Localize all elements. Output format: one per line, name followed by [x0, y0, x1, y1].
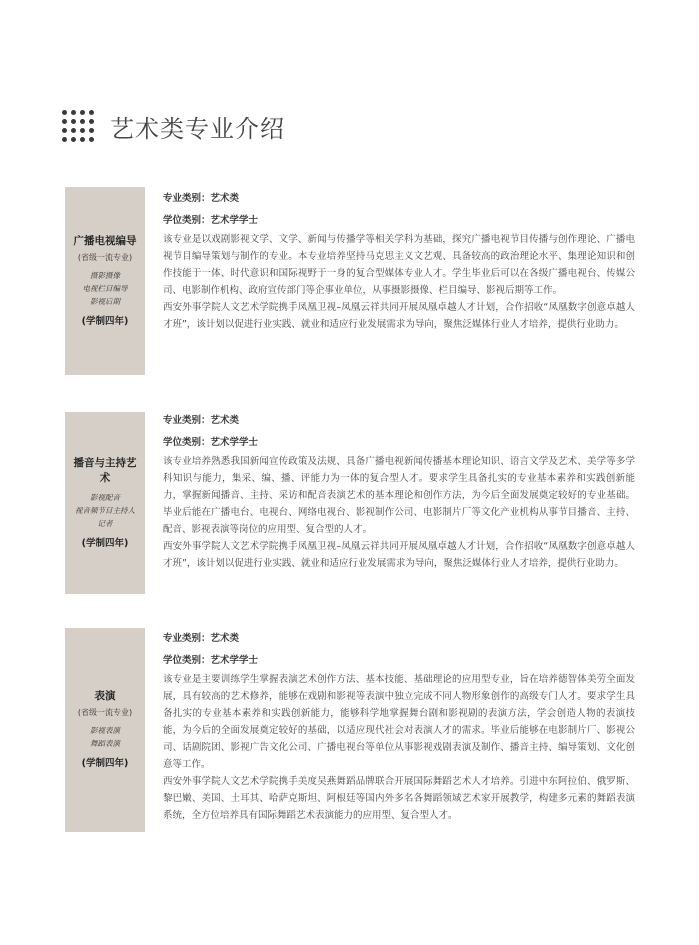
- major-content: [163, 630, 635, 824]
- major-content: [163, 412, 635, 572]
- major-direction: 视音频节目主持人: [75, 505, 135, 515]
- major-direction: 记者: [97, 518, 113, 528]
- major-content: [163, 190, 635, 333]
- major-direction: 影视后期: [90, 296, 120, 306]
- major-program: 西安外事学院人文艺术学院携手凤凰卫视–凤凰云祥共同开展凤凰卓越人才计划，合作招收“凤凰数字创意卓越人才班”，该计划以促进行业实践、就业和适应行业发展需求为导向，聚焦泛媒体行业人才培养，提供行业助力。: [163, 302, 635, 330]
- major-direction: 电视栏目编导: [82, 283, 128, 293]
- major-level: (省级一流专业): [77, 708, 133, 717]
- degree-line: [163, 212, 635, 229]
- major-directions: [90, 724, 120, 750]
- major-program: 西安外事学院人文艺术学院携手美度吴燕舞蹈品牌联合开展国际舞蹈艺术人才培养。引进中东阿拉伯、俄罗斯、黎巴嫩、美国、土耳其、哈萨克斯坦、阿根廷等国内外多名各舞蹈领域艺术家开展教学，构建多元素的舞蹈表演系统，全方位培养具有国际舞蹈艺术表演能力的应用型、复合型人才。: [163, 776, 635, 821]
- category-line: [163, 630, 635, 647]
- degree-value: 艺术学学士: [210, 655, 259, 666]
- degree-label: 学位类别：: [163, 655, 211, 666]
- major-name: 播音与主持艺术: [73, 456, 137, 484]
- category-value: 艺术类: [210, 415, 240, 426]
- major-name: 广播电视编导: [73, 234, 137, 247]
- degree-line: [163, 652, 635, 669]
- major-directions: [83, 269, 128, 308]
- major-description: 该专业培养熟悉我国新闻宣传政策及法规、具备广播电视新闻传播基本理论知识、语言文学及艺术、美学等多学科知识与能力，集采、编、播、评能力为一体的复合型人才。要求学生具备扎实的专业基本素养和实践创新能力，掌握新闻播音、主持、采访和配音表演艺术的基本理论和创作方法，为今后全面发展奠定较好的专业基础。毕业后能在广播电台、电视台、网络电视台、影视制作公司、电影制片厂等文化产业机构从事节目播音、主持、配音、影视表演等岗位的应用型、复合型的人才。: [163, 456, 635, 535]
- degree-label: 学位类别：: [163, 215, 211, 226]
- degree-value: 艺术学学士: [210, 215, 259, 226]
- category-value: 艺术类: [210, 193, 240, 204]
- page-header: [62, 106, 285, 146]
- category-line: [163, 412, 635, 429]
- degree-value: 艺术学学士: [210, 437, 259, 448]
- major-direction: 影视配音: [90, 492, 120, 502]
- category-label: 专业类别：: [163, 633, 211, 644]
- major-name: 表演: [94, 690, 116, 702]
- major-directions: [75, 491, 135, 530]
- major-duration: (学制四年): [81, 537, 129, 549]
- major-direction: 摄影摄像: [90, 270, 120, 280]
- major-sidebar: [65, 412, 145, 594]
- major-sidebar: [65, 187, 145, 375]
- dot-grid-icon: [62, 110, 94, 142]
- degree-line: [163, 434, 635, 451]
- category-line: [163, 190, 635, 207]
- category-label: 专业类别：: [163, 415, 211, 426]
- page-title: 艺术类专业介绍: [110, 114, 285, 143]
- category-value: 艺术类: [210, 633, 240, 644]
- major-program: 西安外事学院人文艺术学院携手凤凰卫视–凤凰云祥共同开展凤凰卓越人才计划，合作招收“凤凰数字创意卓越人才班”，该计划以促进行业实践、就业和适应行业发展需求为导向，聚焦泛媒体行业人才培养，提供行业助力。: [163, 541, 635, 569]
- major-direction: 影视表演: [90, 726, 120, 735]
- major-level: (省级一流专业): [77, 252, 133, 262]
- major-description: 该专业是以戏剧影视文学、文学、新闻与传播学等相关学科为基础，探究广播电视节目传播与创作理论、广播电视节目编导策划与制作的专业。本专业培养坚持马克思主义文艺观、具备较高的政治理论水平、集理论知识和创作技能于一体、时代意识和国际视野于一身的复合型媒体专业人才。学生毕业后可以在各级广播电视台、传媒公司、电影制作机构、政府宣传部门等企事业单位，从事摄影摄像、栏目编导、影视后期等工作。: [163, 234, 635, 296]
- major-sidebar: [65, 628, 145, 832]
- category-label: 专业类别：: [163, 193, 211, 204]
- major-direction: 舞蹈表演: [90, 739, 120, 748]
- major-duration: (学制四年): [81, 315, 129, 327]
- major-description: 该专业是主要训练学生掌握表演艺术创作方法、基本技能、基础理论的应用型专业，旨在培养德智体美劳全面发展，具有较高的艺术修养，能够在戏剧和影视等表演中独立完成不同人物形象创作的高级专门人才。要求学生具备扎实的专业基本素养和实践创新能力，能够科学地掌握舞台剧和影视剧的表演方法，学会创造人物的表演技能，为今后的全面发展奠定较好的基础，以适应现代社会对表演人才的需求。毕业后能够在电影制片厂、影视公司、话剧院团、影视广告文化公司、广播电视台等单位从事影视戏剧表演及制作、播音主持、编导策划、文化创意等工作。: [163, 674, 635, 770]
- degree-label: 学位类别：: [163, 437, 211, 448]
- major-duration: (学制四年): [81, 758, 129, 769]
